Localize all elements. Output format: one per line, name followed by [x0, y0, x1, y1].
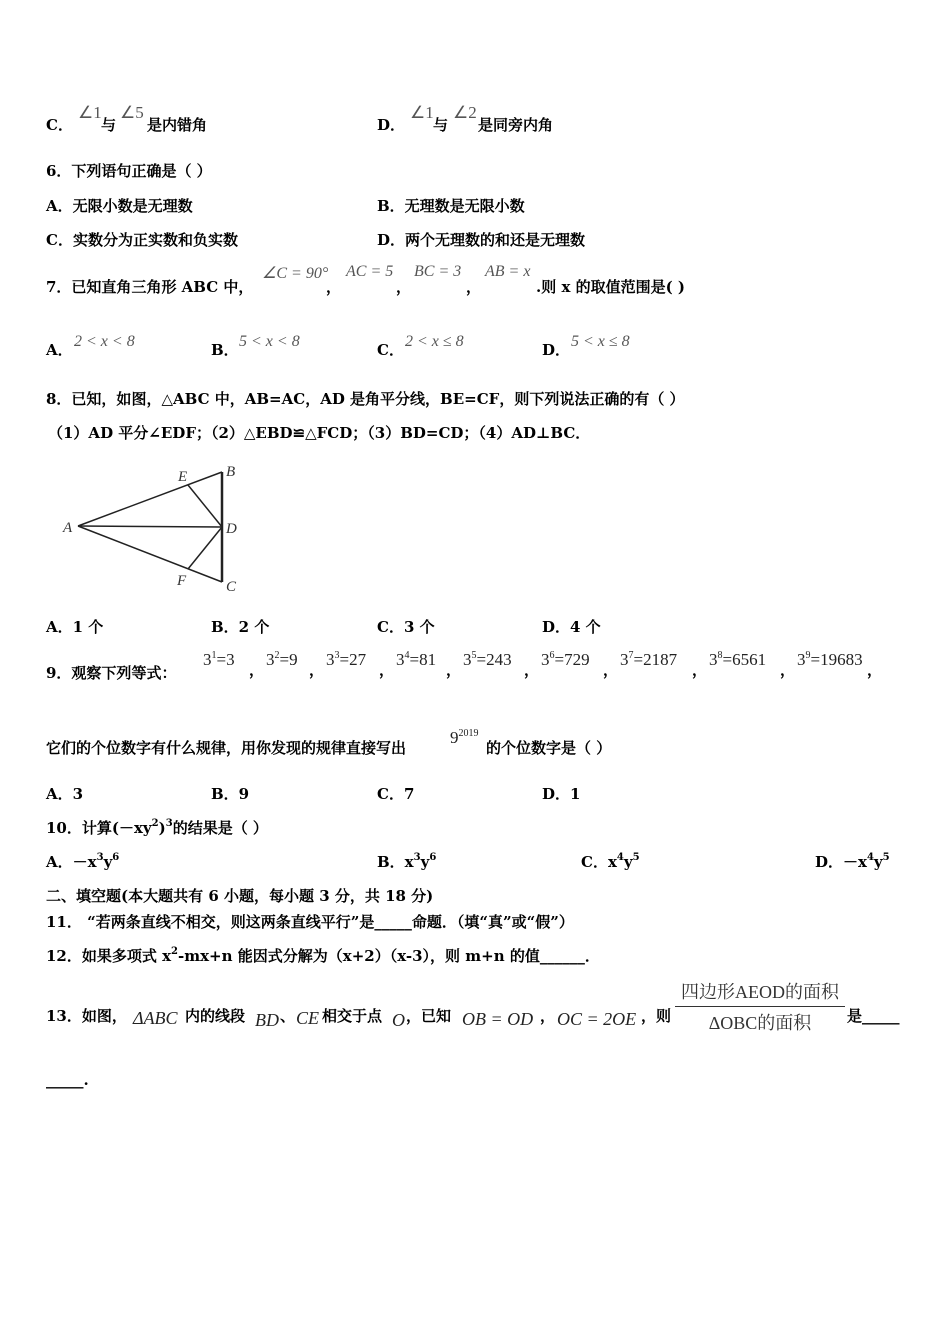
q7-cond-bc: BC = 3 [414, 263, 462, 280]
q7-cond-angle: ∠C = 90° [262, 265, 329, 282]
q10-stem: 10．计算$(-xy^2)^3$的结果是（ ） [46, 818, 268, 837]
q5-c-angle1: ∠1 [78, 103, 102, 122]
q6-stem: 6．下列语句正确是（ ） [46, 162, 212, 180]
q9-separator: ， [309, 661, 325, 679]
q12-text: 12．如果多项式 $x^2-mx+n$ 能因式分解为（x+2）（x-3），则 m+n 的值______． [46, 946, 600, 965]
q7-tail: .则 x 的取值范围是( ) [536, 278, 686, 296]
q5-option-c-label: C． [46, 116, 73, 134]
q13-point-o: O [392, 1010, 405, 1030]
point-f-label: F [177, 573, 187, 589]
point-e-label: E [178, 469, 188, 485]
q13-continuation: _____. [46, 1071, 89, 1089]
q6-option-b: B．无理数是无限小数 [377, 197, 525, 215]
q13-triangle: ΔABC [133, 1008, 178, 1028]
q9-separator: ， [780, 661, 796, 679]
q9-power-8: $3^8=6561$ [709, 650, 767, 669]
q5-d-with: 与 [433, 116, 449, 134]
q9-question-text: 它们的个位数字有什么规律，用你发现的规律直接写出 [46, 739, 407, 757]
q7-comma-3: ， [466, 278, 482, 296]
q9-power-4: $3^4=81$ [396, 650, 437, 669]
q6-option-a: A．无限小数是无理数 [46, 197, 193, 215]
q9-separator: ， [249, 661, 265, 679]
q13-segment-ce: CE [296, 1008, 320, 1028]
q5-c-angle2: ∠5 [120, 103, 144, 122]
q7-cond-ac: AC = 5 [346, 263, 394, 280]
section-2-heading: 二、填空题(本大题共有 6 小题，每小题 3 分，共 18 分) [46, 887, 434, 905]
q5-d-text: 是同旁内角 [478, 116, 554, 134]
q9-separator: ， [524, 661, 540, 679]
q13-area-fraction [675, 978, 845, 1035]
point-a-label: A [63, 520, 73, 536]
q13-text-3: ，已知 [406, 1007, 452, 1025]
q10-option-d: D．$-x^4y^5$ [815, 852, 890, 871]
segment-ab [78, 472, 222, 526]
q7-option-b-value: 5 < x < 8 [239, 333, 300, 350]
q9-power-1: $3^1=3$ [203, 650, 235, 669]
q7-option-a-label: A． [46, 341, 73, 359]
q7-option-d-value: 5 < x ≤ 8 [571, 333, 630, 350]
q9-separator: ， [446, 661, 462, 679]
q9-option-a: A．3 [46, 785, 84, 803]
q9-power-9: $3^9=19683$ [797, 650, 863, 669]
q7-stem: 7．已知直角三角形 ABC 中， [46, 278, 254, 296]
q9-separator: ， [867, 661, 883, 679]
q7-option-d-label: D． [542, 341, 571, 359]
q8-option-b: B．2 个 [211, 618, 270, 636]
q7-option-a-value: 2 < x < 8 [74, 333, 135, 350]
q9-separator: ， [692, 661, 708, 679]
q9-option-d: D．1 [542, 785, 581, 803]
q7-cond-ab: AB = x [485, 263, 531, 280]
q13-comma: ， [540, 1007, 556, 1025]
q13-text-5: 是_____ [847, 1007, 900, 1025]
q5-c-text: 是内错角 [147, 116, 208, 134]
point-c-label: C [226, 579, 237, 595]
q5-c-with: 与 [101, 116, 117, 134]
point-d-label: D [226, 521, 237, 537]
q9-power-base: $9^{2019}$ [450, 728, 479, 747]
q10-option-c: C．$x^4y^5$ [581, 852, 640, 871]
q9-question-tail: 的个位数字是（ ） [486, 739, 612, 757]
q6-option-d: D．两个无理数的和还是无理数 [377, 231, 586, 249]
q9-option-b: B．9 [211, 785, 250, 803]
q9-stem: 9．观察下列等式： [46, 664, 177, 682]
q7-option-c-value: 2 < x ≤ 8 [405, 333, 464, 350]
q7-option-c-label: C． [377, 341, 404, 359]
q9-power-2: $3^2=9$ [266, 650, 298, 669]
q10-option-a: A．$-x^3y^6$ [46, 852, 120, 871]
q8-triangle-figure [60, 460, 250, 595]
q13-fraction-denominator: ΔOBC的面积 [708, 1013, 812, 1033]
q6-option-c: C．实数分为正实数和负实数 [46, 231, 238, 249]
q5-d-angle1: ∠1 [410, 103, 434, 122]
q9-power-3: $3^3=27$ [326, 650, 367, 669]
q13-eq-1: OB = OD [462, 1009, 534, 1029]
q9-power-6: $3^6=729$ [541, 650, 590, 669]
q8-option-d: D．4 个 [542, 618, 601, 636]
q9-power-7: $3^7=2187$ [620, 650, 678, 669]
q9-option-c: C．7 [377, 785, 415, 803]
q9-separator: ， [379, 661, 395, 679]
point-b-label: B [226, 464, 236, 480]
segment-ad [78, 526, 222, 527]
q13-text-1: 内的线段 [185, 1007, 246, 1025]
q8-option-c: C．3 个 [377, 618, 435, 636]
q7-comma-1: ， [326, 278, 342, 296]
q8-statements: （1）AD 平分∠EDF；（2）△EBD≌△FCD；（3）BD=CD；（4）AD⊥BC． [48, 424, 591, 442]
q5-option-d-label: D． [377, 116, 406, 134]
q13-text-2: 相交于点 [322, 1007, 383, 1025]
q13-segment-bd: BD [255, 1010, 279, 1030]
q5-d-angle2: ∠2 [453, 103, 477, 122]
q7-option-b-label: B． [211, 341, 239, 359]
q13-prefix: 13．如图， [46, 1007, 127, 1025]
q11-text: 11． “若两条直线不相交，则这两条直线平行”是_____命题．（填“真”或“假”） [46, 913, 574, 931]
q7-comma-2: ， [396, 278, 412, 296]
q9-separator: ， [603, 661, 619, 679]
q13-eq-2: OC = 2OE [557, 1009, 637, 1029]
segment-ed [188, 485, 222, 527]
q13-text-4: ，则 [641, 1007, 672, 1025]
q10-option-b: B．$x^3y^6$ [377, 852, 437, 871]
q13-fraction-numerator: 四边形AEOD的面积 [675, 978, 845, 1007]
q8-option-a: A．1 个 [46, 618, 104, 636]
segment-fd [188, 527, 222, 569]
q13-dun: 、 [280, 1007, 296, 1025]
q9-power-5: $3^5=243$ [463, 650, 512, 669]
q8-stem: 8．已知，如图，△ABC 中，AB=AC，AD 是角平分线，BE=CF，则下列说法正确的有（ ） [46, 390, 685, 408]
